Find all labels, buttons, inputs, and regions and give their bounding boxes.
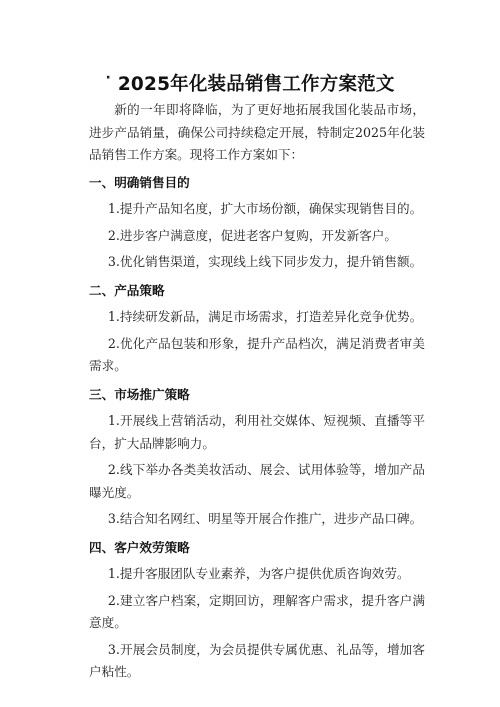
section-1 [89,172,425,274]
title-mark: · [105,70,111,86]
list-item: 2.优化产品包装和形象，提升产品档次，满足消费者审美需求。 [89,335,425,373]
list-item: 3.开展会员制度，为会员提供专属优惠、礼品等，增加客户粘性。 [89,641,425,679]
section-3 [89,384,425,531]
intro-paragraph: 新的一年即将降临，为了更好地拓展我国化装品市场，进步产品销量，确保公司持续稳定开展，特制定2025年化装品销售工作方案。现将工作方案如下： [89,102,425,162]
list-item: 1.持续研发新品，满足市场需求，打造差异化竞争优势。 [107,309,423,324]
list-item: 1.提升产品知名度，扩大市场份额，确保实现销售目的。 [107,201,423,216]
section-heading: 一、明确销售目的 [89,174,190,190]
section-2 [89,280,425,378]
title-block [0,70,500,96]
list-item: 3.结合知名网红、明星等开展合作推广，进步产品口碑。 [107,511,423,526]
section-heading: 三、市场推广策略 [89,386,190,402]
list-item: 3.优化销售渠道，实现线上线下同步发力，提升销售额。 [107,254,423,269]
list-item: 1.提升客服团队专业素养，为客户提供优质咨询效劳。 [107,566,410,581]
page-title: 2025年化装品销售工作方案范文 [117,74,395,95]
document-body [89,99,425,684]
section-heading: 二、产品策略 [89,282,165,298]
section-heading: 四、客户效劳策略 [89,539,190,555]
list-item: 1.开展线上营销活动，利用社交媒体、短视频、直播等平台，扩大品牌影响力。 [89,413,425,451]
list-item: 2.建立客户档案，定期回访，理解客户需求，提升客户满意度。 [89,592,425,630]
section-4 [89,537,425,684]
list-item: 2.线下举办各类美妆活动、展会、试用体验等，增加产品曝光度。 [89,462,425,500]
list-item: 2.进步客户满意度，促进老客户复购，开发新客户。 [107,227,397,243]
